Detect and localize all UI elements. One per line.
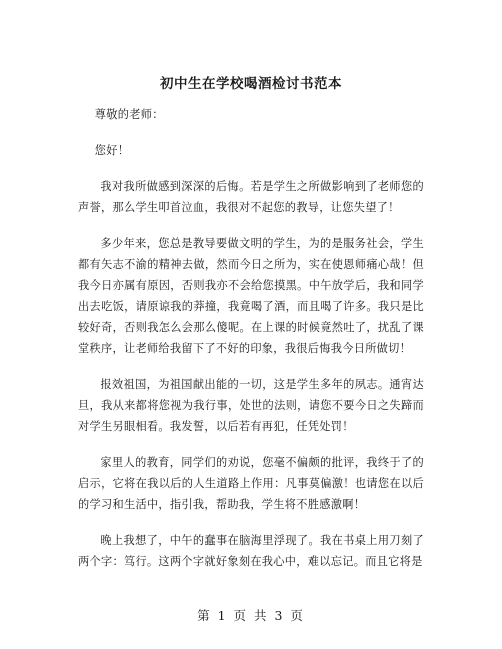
greeting: 您好！ [94,144,130,157]
body-paragraph: 家里人的教育，同学们的劝说，您毫不偏颇的批评，我终于了的启示，它将在我以后的人生道路上作用：凡事莫偏激！也请您在以后的学习和生活中，指引我，帮助我，学生将不胜感激啊！ [78,456,424,511]
document-title: 初中生在学校喝酒检讨书范本 [160,76,342,92]
salutation: 尊敬的老师： [94,108,164,121]
body-paragraph: 晚上我想了，中午的蠢事在脑海里浮现了。我在书桌上用刀刻了两个字：笃行。这两个字就好象刻在我心中，难以忘记。而且它将是 [78,534,424,568]
page-number-footer: 第 1 页 共 3 页 [197,608,305,623]
body-paragraph: 我对我所做感到深深的后悔。若是学生之所做影响到了老师您的声誉，那么学生叩首泣血，我很对不起您的教导，让您失望了！ [78,180,424,214]
body-paragraph: 多少年来，您总是教导要做文明的学生，为的是服务社会，学生都有矢志不渝的精神去做，然而今日之所为，实在使恩师痛心哉！但我今日亦属有原因，否则我亦不会给您摸黑。中午放学后，我和同学出去吃饭，请原谅我的莽撞，我竟喝了酒，而且喝了许多。我只是比较好奇，否则我怎么会那么傻呢。在上课的时候竟然吐了，扰乱了课堂秩序，让老师给我留下了不好的印象，我很后悔我今日所做切！ [78,237,424,355]
body-paragraph: 报效祖国，为祖国献出能的一切，这是学生多年的夙志。通宵达旦，我从来都将您视为我行事，处世的法则，请您不要今日之失蹄而对学生另眼相看。我发誓，以后若有再犯，任凭处罚！ [78,378,424,433]
document-body [78,104,424,587]
